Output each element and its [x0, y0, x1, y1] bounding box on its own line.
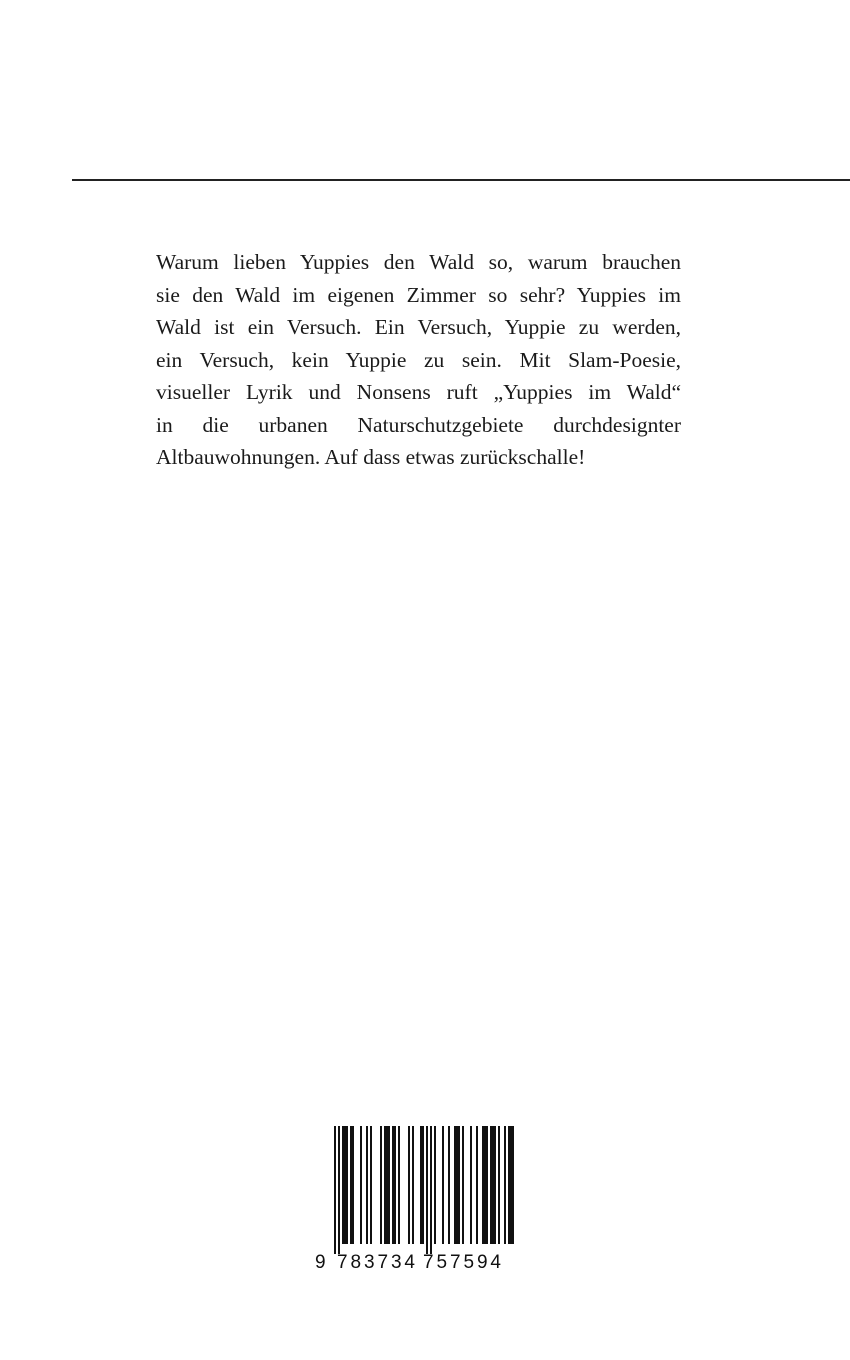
isbn-left-digits: 783734	[337, 1252, 415, 1273]
barcode-bar	[384, 1126, 390, 1244]
barcode-bar	[498, 1126, 500, 1244]
barcode-bar	[476, 1126, 478, 1244]
barcode-guard-bar	[426, 1126, 428, 1254]
barcode-bar	[380, 1126, 382, 1244]
back-cover-blurb	[156, 246, 681, 474]
barcode-graphic	[313, 1122, 515, 1274]
blurb-line-5: visueller Lyrik und Nonsens ruft „Yuppies im Wald“	[156, 380, 681, 404]
blurb-line-1: Warum lieben Yuppies den Wald so, warum brauchen	[156, 250, 681, 274]
barcode-guard-bar	[338, 1126, 340, 1254]
barcode-guard-bar	[334, 1126, 336, 1254]
barcode-bar	[370, 1126, 372, 1244]
barcode-bar	[398, 1126, 400, 1244]
barcode-bar	[490, 1126, 496, 1244]
isbn-lead-digit: 9	[315, 1252, 326, 1273]
top-divider-rule	[72, 179, 850, 181]
barcode-guard-bar	[430, 1126, 432, 1254]
barcode-bars	[334, 1126, 515, 1254]
barcode-bar	[434, 1126, 436, 1244]
barcode-bar	[508, 1126, 514, 1244]
barcode-bar	[470, 1126, 472, 1244]
blurb-line-3: Wald ist ein Versuch. Ein Versuch, Yuppie zu werden,	[156, 315, 681, 339]
barcode-bar	[360, 1126, 362, 1244]
blurb-line-4: ein Versuch, kein Yuppie zu sein. Mit Slam-Poesie,	[156, 347, 681, 372]
barcode-bar	[504, 1126, 506, 1244]
barcode-bar	[366, 1126, 368, 1244]
barcode-bar	[342, 1126, 348, 1244]
isbn-right-digits: 757594	[423, 1252, 501, 1273]
barcode-bar	[482, 1126, 488, 1244]
barcode-bar	[454, 1126, 460, 1244]
isbn-barcode	[313, 1122, 515, 1274]
barcode-bar	[462, 1126, 464, 1244]
blurb-line-6: in die urbanen Naturschutzgebiete durchdesignter	[156, 412, 681, 437]
barcode-bar	[420, 1126, 424, 1244]
barcode-bar	[442, 1126, 444, 1244]
barcode-bar	[350, 1126, 354, 1244]
barcode-bar	[412, 1126, 414, 1244]
barcode-bar	[408, 1126, 410, 1244]
barcode-bar	[448, 1126, 450, 1244]
barcode-bar	[392, 1126, 396, 1244]
blurb-line-7: Altbauwohnungen. Auf dass etwas zurückschalle!	[156, 445, 586, 469]
blurb-line-2: sie den Wald im eigenen Zimmer so sehr? Yuppies im	[156, 282, 681, 307]
